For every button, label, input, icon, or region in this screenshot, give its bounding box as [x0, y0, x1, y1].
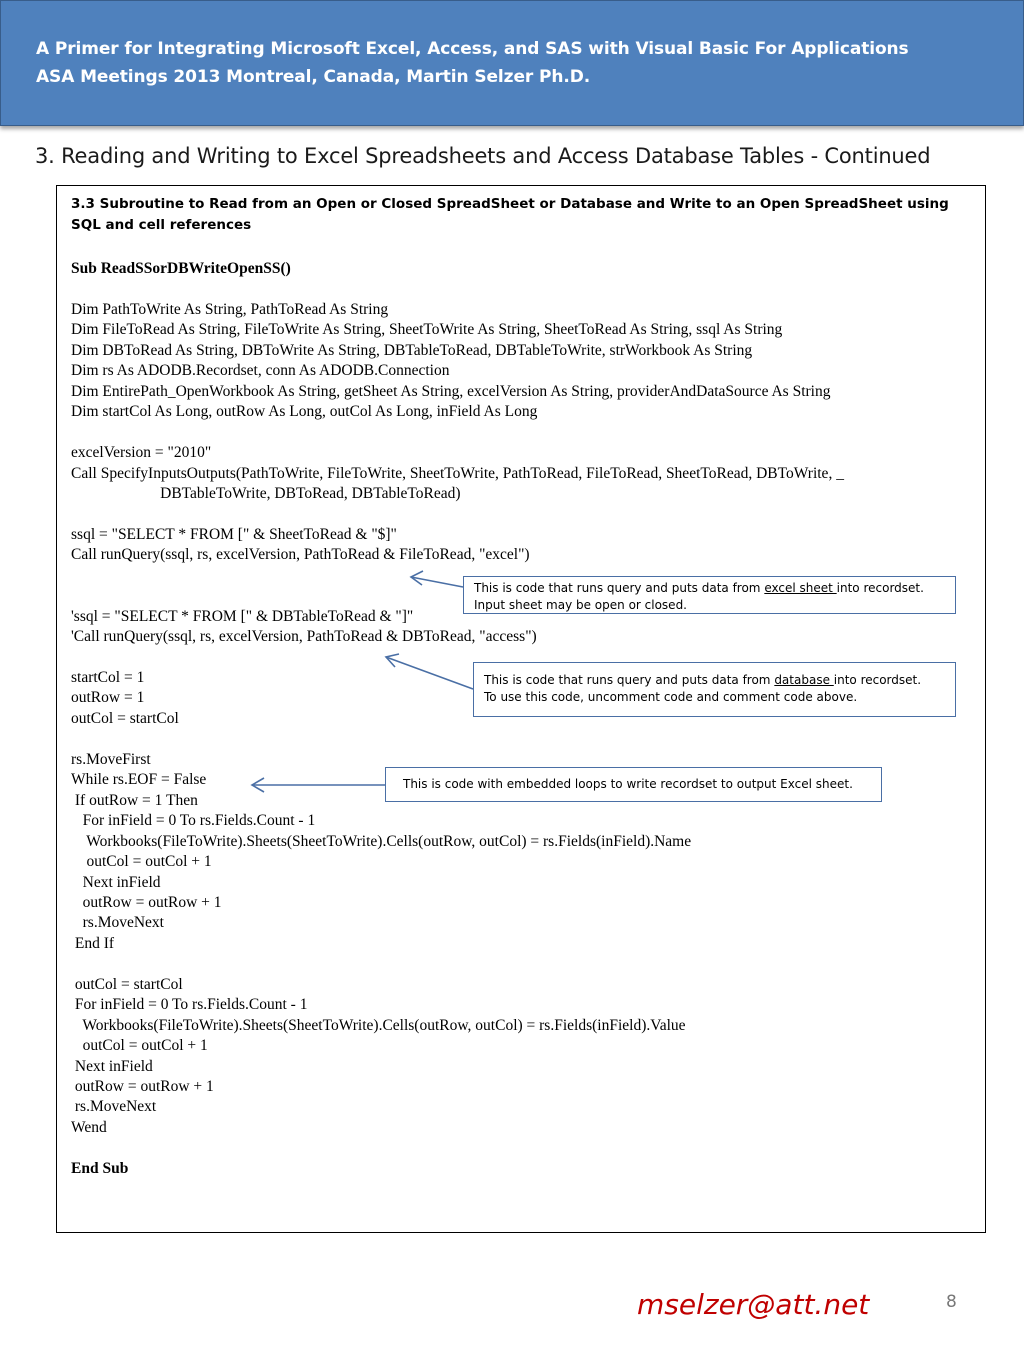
- author-email[interactable]: mselzer@att.net: [637, 1288, 870, 1321]
- callout-loops-text: This is code with embedded loops to write recordset to output Excel sheet.: [403, 777, 853, 791]
- code-line: outCol = outCol + 1: [71, 1037, 208, 1055]
- code-line: Sub ReadSSorDBWriteOpenSS(): [71, 260, 291, 277]
- slide-header: [0, 0, 1024, 126]
- code-line: Dim FileToRead As String, FileToWrite As String, SheetToWrite As String, SheetToRead As String, ssql As String: [71, 321, 783, 339]
- code-line: Next inField: [71, 873, 161, 891]
- callout-database: [473, 662, 956, 717]
- callout-excel-line2: Input sheet may be open or closed.: [474, 598, 687, 612]
- callout-loops: [385, 767, 882, 802]
- code-line: Dim startCol As Long, outRow As Long, outCol As Long, inField As Long: [71, 403, 538, 421]
- code-line: outRow = outRow + 1: [71, 893, 222, 911]
- callout-excel-text: This is code that runs query and puts data from: [474, 581, 765, 595]
- code-line: If outRow = 1 Then: [71, 791, 198, 809]
- code-line: ssql = "SELECT * FROM [" & SheetToRead & "$]": [71, 525, 397, 543]
- code-line: DBTableToWrite, DBToRead, DBTableToRead): [71, 484, 461, 502]
- code-line: startCol = 1: [71, 669, 145, 686]
- callout-excel-sheet: [463, 576, 956, 614]
- code-line: Wend: [71, 1118, 107, 1136]
- code-line: outRow = outRow + 1: [71, 1078, 214, 1095]
- code-line: outCol = outCol + 1: [71, 853, 212, 871]
- callout-database-underlined: database: [774, 673, 834, 687]
- section-title: 3. Reading and Writing to Excel Spreadsheets and Access Database Tables - Continued: [35, 144, 931, 168]
- code-line: End If: [71, 934, 115, 952]
- code-line: Call SpecifyInputsOutputs(PathToWrite, FileToWrite, SheetToWrite, PathToRead, FileToRead, SheetToRead, DBToWrite, _: [71, 464, 844, 482]
- code-line: outRow = 1: [71, 689, 145, 707]
- code-line: Next inField: [71, 1057, 153, 1075]
- code-line: For inField = 0 To rs.Fields.Count - 1: [71, 812, 316, 830]
- code-line: End Sub: [71, 1159, 129, 1177]
- callout-database-text-end: into recordset.: [833, 673, 922, 687]
- header-subtitle: ASA Meetings 2013 Montreal, Canada, Martin Selzer Ph.D.: [36, 67, 591, 87]
- code-line: Dim rs As ADODB.Recordset, conn As ADODB.Connection: [71, 362, 450, 380]
- code-line: rs.MoveFirst: [71, 750, 151, 768]
- callout-excel-underlined: excel sheet: [764, 581, 837, 595]
- code-line: Workbooks(FileToWrite).Sheets(SheetToWrite).Cells(outRow, outCol) = rs.Fields(inField).Name: [71, 832, 692, 850]
- callout-database-line2: To use this code, uncomment code and comment code above.: [484, 690, 858, 704]
- code-line: While rs.EOF = False: [71, 771, 207, 789]
- callout-excel-text-end: into recordset.: [836, 581, 924, 595]
- code-line: Call runQuery(ssql, rs, excelVersion, PathToRead & FileToRead, "excel"): [71, 546, 530, 564]
- code-line: excelVersion = "2010": [71, 444, 212, 462]
- code-line: rs.MoveNext: [71, 914, 164, 932]
- code-line: For inField = 0 To rs.Fields.Count - 1: [71, 996, 308, 1014]
- code-line: Dim PathToWrite As String, PathToRead As String: [71, 300, 389, 318]
- callout-database-text: This is code that runs query and puts data from: [484, 673, 775, 687]
- code-line: 'ssql = "SELECT * FROM [" & DBTableToRead & "]": [71, 607, 414, 625]
- code-line: rs.MoveNext: [71, 1098, 157, 1116]
- code-line: outCol = startCol: [71, 975, 183, 993]
- code-line: Dim EntirePath_OpenWorkbook As String, getSheet As String, excelVersion As String, providerAndDataSource As String: [71, 382, 831, 400]
- code-line: 'Call runQuery(ssql, rs, excelVersion, PathToRead & DBToRead, "access"): [71, 628, 537, 646]
- code-line: Dim DBToRead As String, DBToWrite As String, DBTableToRead, DBTableToWrite, strWorkbook As String: [71, 341, 753, 359]
- code-line: outCol = startCol: [71, 709, 179, 727]
- page-number: 8: [946, 1292, 957, 1312]
- header-title: A Primer for Integrating Microsoft Excel, Access, and SAS with Visual Basic For Applications: [36, 39, 909, 59]
- subroutine-title: 3.3 Subroutine to Read from an Open or Closed SpreadSheet or Database and Write to an Open SpreadSheet using SQL and cell references: [71, 196, 949, 233]
- code-line: Workbooks(FileToWrite).Sheets(SheetToWrite).Cells(outRow, outCol) = rs.Fields(inField).Value: [71, 1016, 686, 1034]
